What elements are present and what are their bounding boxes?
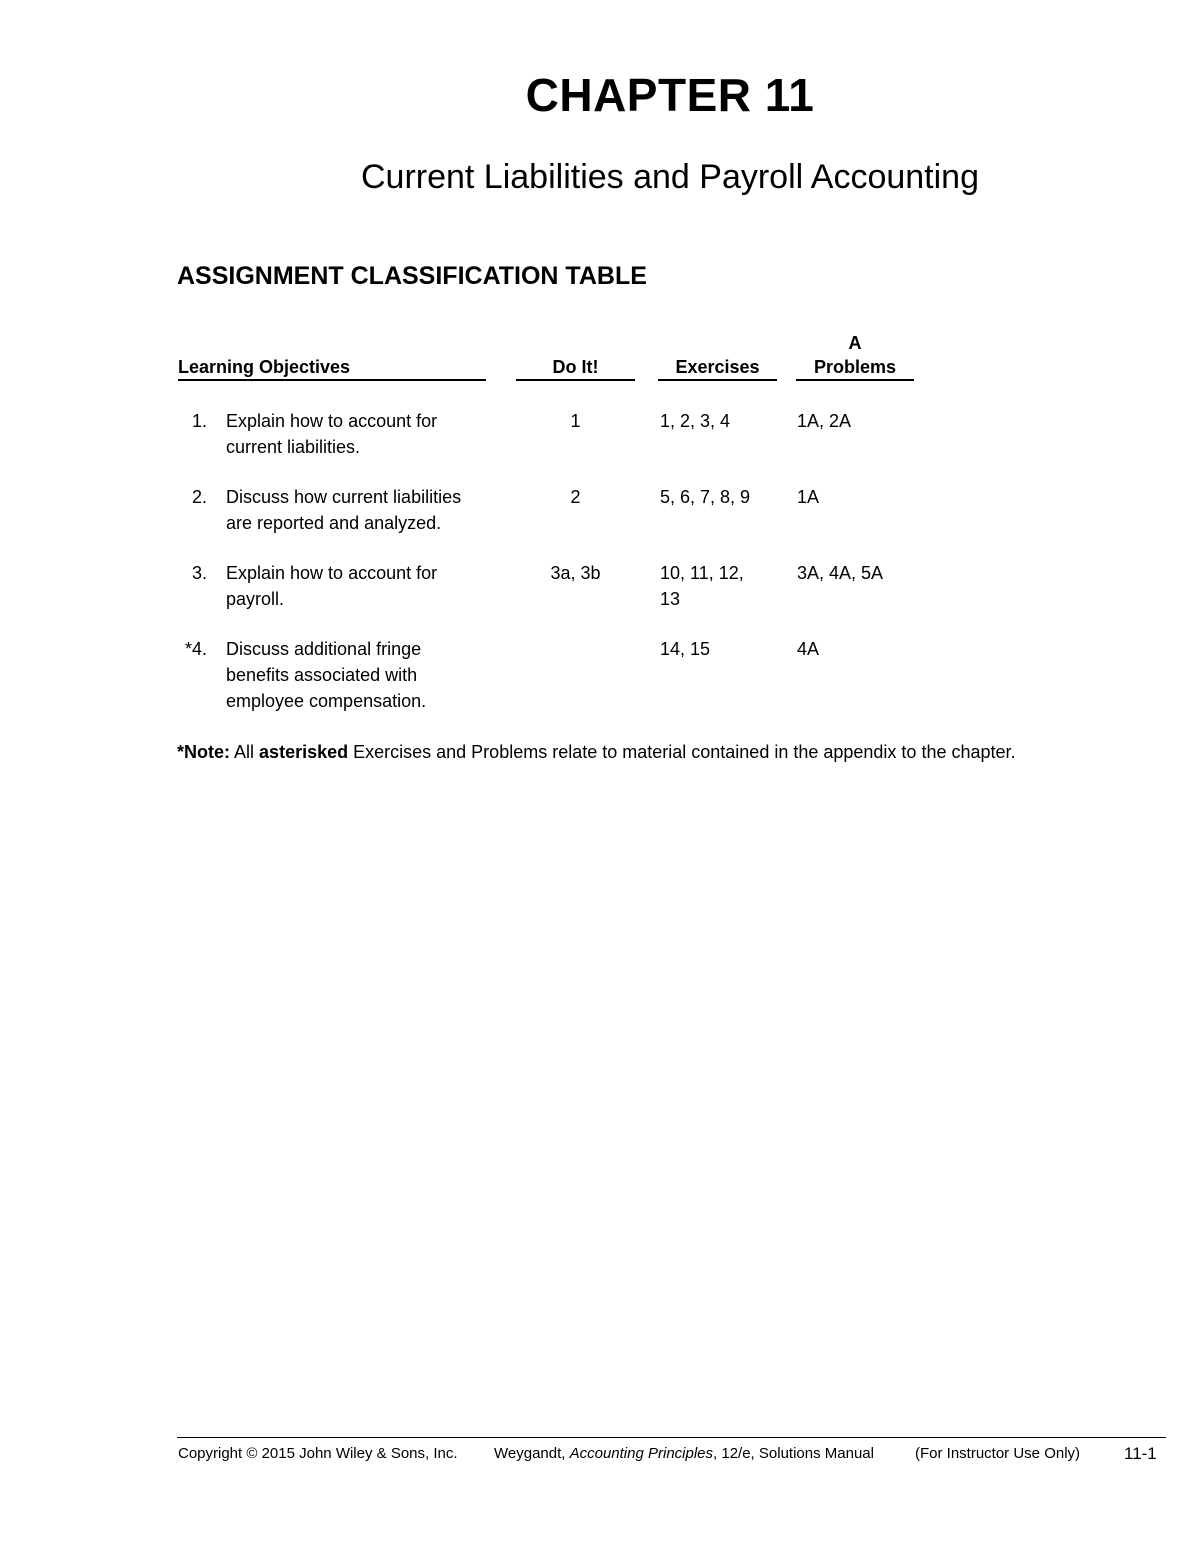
problems-value: 1A <box>797 487 820 507</box>
column-header-objectives: Learning Objectives <box>178 356 486 381</box>
column-header-problems: Problems <box>796 356 914 381</box>
problems-value: 4A <box>797 639 820 659</box>
objective-line: Explain how to account for <box>226 563 438 583</box>
objective-text <box>226 560 496 612</box>
note-label: *Note: <box>177 742 230 762</box>
column-header-do-it: Do It! <box>516 356 635 381</box>
objective-line: current liabilities. <box>226 437 361 457</box>
appendix-note <box>177 739 1016 765</box>
exercises-value <box>660 636 770 662</box>
section-heading: ASSIGNMENT CLASSIFICATION TABLE <box>177 262 647 290</box>
do-it-value: 1 <box>570 411 581 431</box>
footer-divider <box>177 1437 1166 1438</box>
objective-text <box>226 408 496 460</box>
objective-line: employee compensation. <box>226 691 427 711</box>
objective-line: are reported and analyzed. <box>226 513 442 533</box>
objective-line: payroll. <box>226 589 285 609</box>
note-emphasis: asterisked <box>259 742 349 762</box>
objective-number: 3. <box>191 563 207 583</box>
objective-line: Explain how to account for <box>226 411 438 431</box>
problems-value: 3A, 4A, 5A <box>797 563 884 583</box>
objective-text <box>226 484 496 536</box>
objective-line: Discuss how current liabilities <box>226 487 462 507</box>
note-pre: All <box>234 742 255 762</box>
note-text: Exercises and Problems relate to material contained in the appendix to the chapter. <box>353 742 1016 762</box>
objective-line: Discuss additional fringe <box>226 639 422 659</box>
objective-number: *4. <box>184 639 207 659</box>
exercises-value <box>660 560 770 612</box>
exercises-line: 10, 11, 12, <box>660 563 744 583</box>
exercises-value <box>660 408 770 434</box>
exercises-line: 13 <box>660 589 681 609</box>
page-number: 11-1 <box>1124 1444 1157 1463</box>
column-header-problems-prefix: A <box>848 333 862 353</box>
chapter-title: CHAPTER 11 <box>525 69 815 121</box>
objective-number: 1. <box>191 411 207 431</box>
objective-number: 2. <box>191 487 207 507</box>
exercises-line: 14, 15 <box>660 639 711 659</box>
footer-copyright: Copyright © 2015 John Wiley & Sons, Inc. <box>178 1445 458 1462</box>
footer-author: Weygandt, <box>494 1445 566 1462</box>
footer-book-reference <box>494 1444 874 1464</box>
footer-edition: , 12/e, Solutions Manual <box>713 1445 874 1462</box>
exercises-line: 5, 6, 7, 8, 9 <box>660 487 751 507</box>
problems-value: 1A, 2A <box>797 411 852 431</box>
objective-text <box>226 636 496 714</box>
chapter-subtitle: Current Liabilities and Payroll Accounting <box>360 158 979 196</box>
do-it-value: 2 <box>570 487 581 507</box>
exercises-line: 1, 2, 3, 4 <box>660 411 731 431</box>
exercises-value <box>660 484 770 510</box>
objective-line: benefits associated with <box>226 665 418 685</box>
footer-usage: (For Instructor Use Only) <box>915 1445 1081 1462</box>
column-header-exercises: Exercises <box>658 356 777 381</box>
footer-book-title: Accounting Principles <box>569 1445 714 1462</box>
do-it-value: 3a, 3b <box>550 563 601 583</box>
